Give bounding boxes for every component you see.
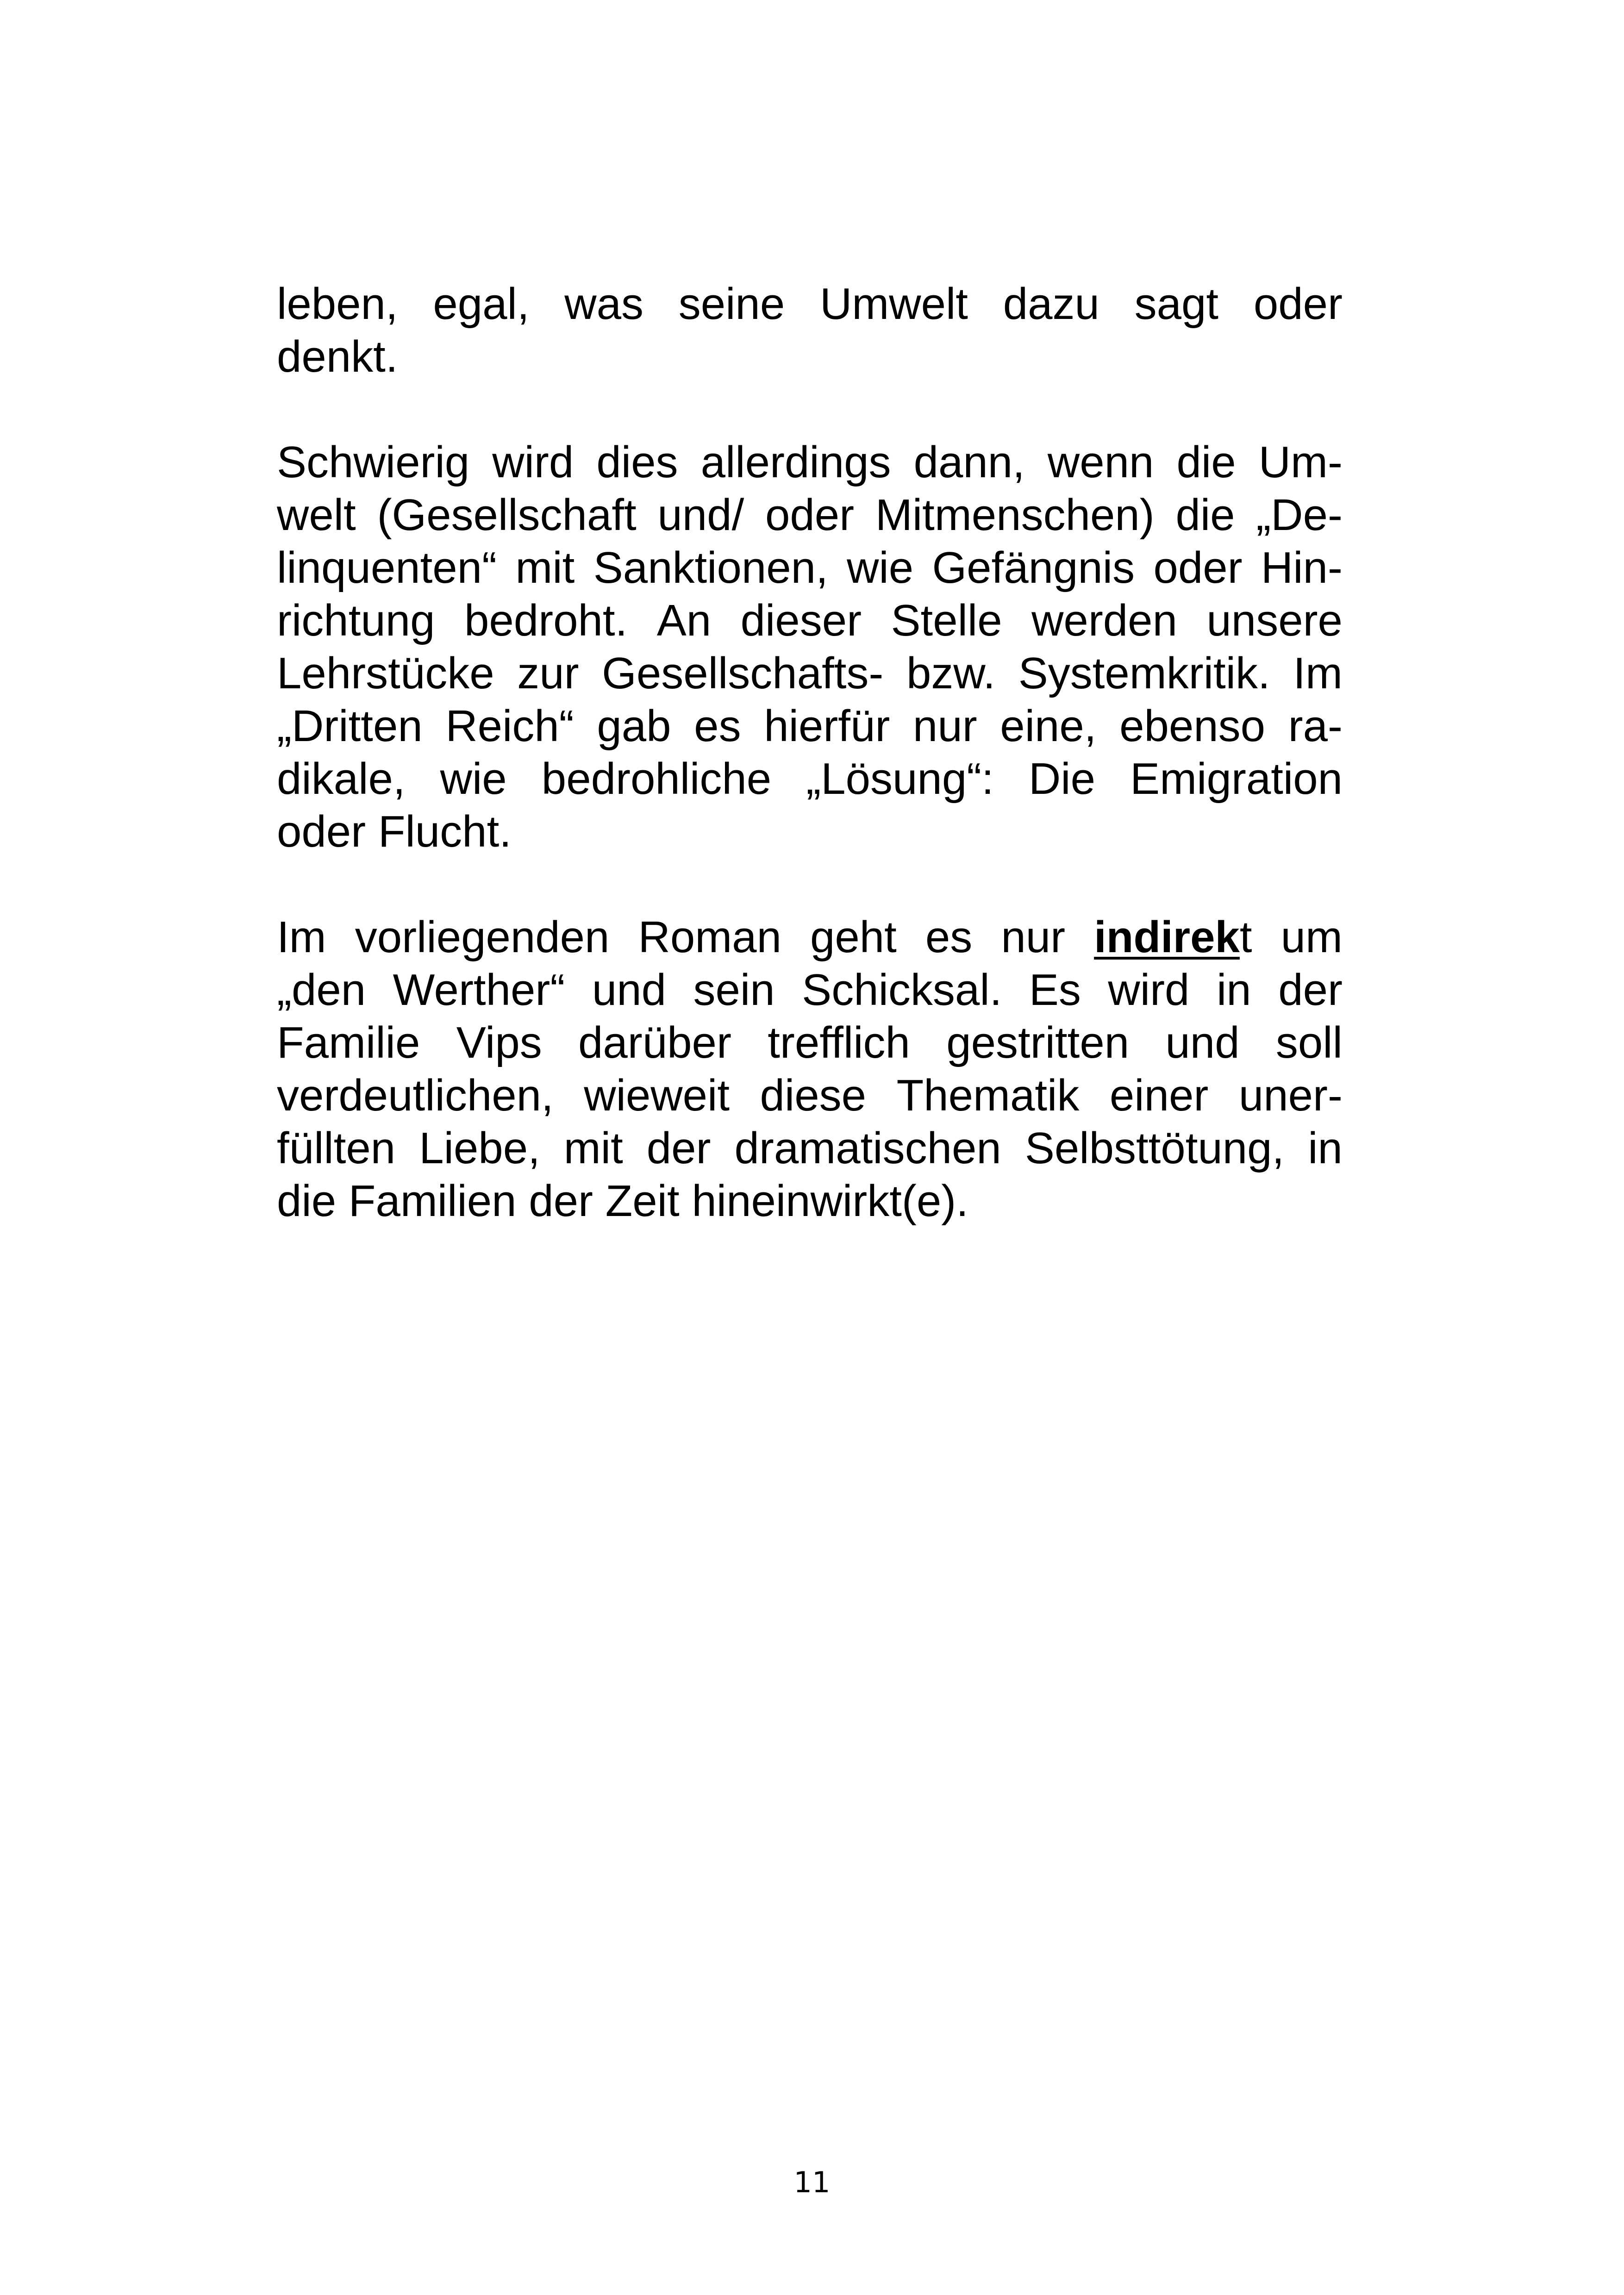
word: Schwierig (277, 437, 470, 487)
word: oder (765, 490, 855, 540)
word: welt (277, 490, 356, 540)
word: und (592, 965, 666, 1015)
word: es (925, 912, 973, 962)
word: Schicksal. (802, 965, 1002, 1015)
word: Werther“ (393, 965, 565, 1015)
word: sagt (1134, 279, 1219, 329)
word: Thematik (896, 1071, 1080, 1120)
paragraph-1-line-2: denkt. (277, 332, 398, 381)
word: Liebe, (419, 1123, 540, 1173)
word: bzw. (906, 649, 996, 698)
word: füllten (277, 1123, 396, 1173)
word: mit (515, 543, 575, 592)
paragraph-2-line-2 (277, 489, 1343, 542)
word: dann, (913, 437, 1025, 487)
word: Die (1028, 754, 1096, 804)
word: richtung (277, 596, 435, 645)
word: die (1175, 490, 1235, 540)
word: Sanktionen, (593, 543, 828, 592)
word: Hin- (1261, 543, 1343, 592)
word: An (656, 596, 712, 645)
word: wird (492, 437, 574, 487)
word: darüber (578, 1018, 731, 1067)
word: Lehrstücke (277, 649, 494, 698)
word: zur (517, 649, 579, 698)
word: eine, (1000, 701, 1097, 751)
word: Es (1029, 965, 1081, 1015)
word: ebenso (1119, 701, 1266, 751)
word: einer (1109, 1071, 1209, 1120)
word: leben, (277, 279, 398, 329)
word: ra- (1288, 701, 1343, 751)
word: „De- (1256, 490, 1343, 540)
word: „Lösung“: (806, 754, 994, 804)
word: dramatischen (734, 1123, 1001, 1173)
word: Im (1293, 649, 1343, 698)
word: der (1278, 965, 1343, 1015)
word: Roman (638, 912, 781, 962)
paragraph-2-line-3 (277, 542, 1343, 594)
word: seine (678, 279, 785, 329)
paragraph-3-line-2 (277, 964, 1343, 1017)
word: dikale, (277, 754, 406, 804)
word: Gefängnis (932, 543, 1135, 592)
word: wie (440, 754, 507, 804)
emphasized-word (1094, 911, 1252, 964)
word: und (1165, 1018, 1240, 1067)
word: Vips (456, 1018, 542, 1067)
paragraph-2-line-5 (277, 647, 1343, 700)
paragraph-gap (277, 383, 1343, 436)
word: nur (1001, 912, 1066, 962)
word: dieser (740, 596, 862, 645)
paragraph-3-line-1-tail: um (1280, 912, 1343, 962)
paragraph-gap (277, 858, 1343, 911)
word: geht (810, 912, 897, 962)
word: gestritten (946, 1018, 1130, 1067)
word: es (694, 701, 741, 751)
word: bedroht. (464, 596, 628, 645)
word: in (1216, 965, 1251, 1015)
word: Um- (1258, 437, 1343, 487)
paragraph-2-line-4 (277, 594, 1343, 647)
paragraph-3-line-5 (277, 1122, 1343, 1175)
page-number: 11 (793, 2165, 831, 2199)
word: Emigration (1130, 754, 1343, 804)
word: wieweit (584, 1071, 730, 1120)
word: bedrohliche (541, 754, 772, 804)
paragraph-3-line-3 (277, 1017, 1343, 1069)
word: oder (1153, 543, 1243, 592)
word: vorliegenden (355, 912, 610, 962)
word: oder (1253, 279, 1343, 329)
word: uner- (1238, 1071, 1343, 1120)
word: trefflich (768, 1018, 910, 1067)
word: wie (847, 543, 914, 592)
word: die (1176, 437, 1236, 487)
word: Familie (277, 1018, 420, 1067)
word: dies (596, 437, 678, 487)
word: nur (912, 701, 977, 751)
word: „Dritten (277, 701, 423, 751)
word: egal, (433, 279, 530, 329)
paragraph-3-line-1 (277, 911, 1343, 964)
word: Mitmenschen) (875, 490, 1155, 540)
paragraph-2-line-8: oder Flucht. (277, 807, 512, 856)
paragraph-2-line-1 (277, 436, 1343, 489)
word: soll (1275, 1018, 1343, 1067)
paragraph-3-line-6: die Familien der Zeit hineinwirkt(e). (277, 1176, 968, 1226)
word: (Gesellschaft (377, 490, 637, 540)
paragraph-3-line-4 (277, 1069, 1343, 1122)
paragraph-1-line-1 (277, 278, 1343, 331)
word: wenn (1047, 437, 1154, 487)
word: gab (597, 701, 671, 751)
emphasized-fragment: indirek (1094, 912, 1240, 962)
word: Im (277, 912, 326, 962)
word: werden (1031, 596, 1177, 645)
paragraph-2-line-6 (277, 700, 1343, 753)
word: mit (563, 1123, 623, 1173)
word: und/ (657, 490, 744, 540)
word: diese (760, 1071, 867, 1120)
word: „den (277, 965, 366, 1015)
word: unsere (1206, 596, 1343, 645)
word: wird (1108, 965, 1190, 1015)
word: allerdings (700, 437, 891, 487)
word: Selbsttötung, (1024, 1123, 1285, 1173)
word: verdeutlichen, (277, 1071, 554, 1120)
paragraph-2-line-7 (277, 753, 1343, 805)
word: Umwelt (819, 279, 968, 329)
word: linquenten“ (277, 543, 497, 592)
word: was (564, 279, 643, 329)
emphasized-word-rest: t (1239, 912, 1252, 962)
word: hierfür (764, 701, 890, 751)
word: Systemkritik. (1018, 649, 1270, 698)
word: dazu (1003, 279, 1099, 329)
body-text (277, 278, 1343, 1228)
word: der (646, 1123, 711, 1173)
word: Reich“ (445, 701, 574, 751)
word: in (1308, 1123, 1343, 1173)
word: Gesellschafts- (602, 649, 884, 698)
word: Stelle (891, 596, 1002, 645)
word: sein (693, 965, 775, 1015)
